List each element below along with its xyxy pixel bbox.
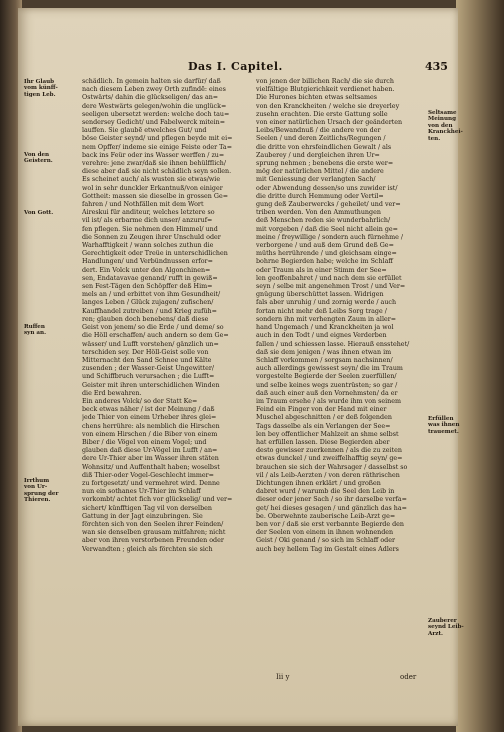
text-line: verehre: jene zwar/daß sie ihnen behülfflich/: [82, 160, 227, 168]
text-line: len bey offentlicher Mahlzeit an shme selbst: [256, 430, 399, 438]
text-line: be. Oberwehnte zauberische Leib-Arzt ge=: [256, 512, 396, 520]
text-line: die Erd bewahren.: [82, 389, 142, 397]
text-line: Kauffhandel zutreiben / und Krieg zufüh=: [82, 307, 217, 315]
text-line: Verwandten ; gleich als förchten sie sich: [82, 545, 213, 553]
text-line: meine / freywillige / sondern auch fürnehme /: [256, 233, 404, 241]
margin-note-call: Ruffen syn an.: [24, 324, 47, 337]
text-line: ren; glauben doch benebens/ daß diese: [82, 315, 209, 323]
text-line: zusehn erachten. Die erste Gattung solle: [256, 110, 388, 118]
text-line: daß auch einer auß den Vornehmsten/ da er: [256, 389, 398, 397]
text-line: deß Menschen reden sie wunderbahrlich/: [256, 217, 391, 225]
text-line: Dichtungen ihnen erklärt / und großen: [256, 479, 381, 487]
text-column-right: [256, 78, 426, 554]
text-line: seyn / selbe mit angenehmen Trost / und Ver=: [256, 283, 406, 291]
text-line: oder Traum als in einer Stimm der See=: [256, 266, 387, 274]
margin-note-illness: Seltsame Meinung von den Kranckhei- ten.: [428, 110, 463, 142]
text-line: von einer natürlichen Ursach der geänderten: [256, 119, 403, 127]
text-line: die dritte von ehrsfeindlichen Gewalt / als: [256, 143, 392, 151]
text-line: mit vorgeben / daß die Seel nicht allein ge=: [256, 225, 398, 233]
text-line: dere Ur-Thier aber im Wasser ihren stäten: [82, 455, 219, 463]
text-line: Feind ein Finger von der Hand mit einer: [256, 406, 387, 414]
text-line: fallen / und schiessen lasse. Hierauß ensstehet/: [256, 340, 410, 348]
text-line: mög der natürlichen Mittel / die andere: [256, 168, 384, 176]
text-line: gnügung überschüttet lassen. Widrigen: [256, 291, 384, 299]
text-line: Zauberey / und dergleichen ihren Ur=: [256, 151, 380, 159]
text-line: nach diesem Leben zwey Orth zufindẽ: eines: [82, 86, 226, 94]
text-line: aber von ihren verstorbenen Freunden oder: [82, 537, 224, 545]
text-line: sondern ihn mit verhengten Zaum in aller=: [256, 315, 397, 323]
text-line: vil ist/ als erbarme dich unser/ anzuruf=: [82, 217, 213, 225]
text-line: die Höll erschaffen/ auch andern so dem Ge=: [82, 332, 229, 340]
text-line: fen pflegen. Sie nehmen den Himmel/ und: [82, 225, 218, 233]
signature-mark: Iii y: [276, 673, 290, 681]
text-line: die Sonnen zu Zeugen ihrer Unschuld oder: [82, 233, 221, 241]
text-line: dieser oder jener Sach / so ihr darselbe verfa=: [256, 496, 407, 504]
text-line: auch bey hellem Tag im Gestalt eines Adlers: [256, 545, 399, 553]
text-line: böse Geister seynd/ und pflegen beyde mit ei=: [82, 135, 233, 143]
text-line: sprung nehmen ; benebens die erste wer=: [256, 160, 394, 168]
text-line: zu fortgesetzt/ und vermehret wird. Denne: [82, 479, 220, 487]
text-line: Ein anderes Volck/ so der Statt Ke=: [82, 397, 198, 405]
page-number: 435: [425, 60, 448, 73]
text-line: von jenen der billichen Rach/ die sie durch: [256, 78, 394, 85]
text-line: desto gewisser zuerkennen / als die zu zeiten: [256, 447, 402, 455]
text-line: und selbe keines wegs zuentrüsten; so gar /: [256, 381, 398, 389]
text-line: jede Thier von einem Urheber ihres glei=: [82, 414, 217, 422]
text-line: bohrne Begierden habe; welche im Schlaff: [256, 258, 393, 266]
margin-note-dreams: Erfüllen was ihnen trauemet.: [428, 416, 460, 435]
text-line: zusenden ; der Wasser-Geist Ungewitter/: [82, 365, 215, 373]
text-line: nem Opffer/ indeme sie einige Feiste oder Ta=: [82, 143, 233, 151]
text-line: fahren / und Nothfällen mit dem Wort: [82, 201, 204, 209]
text-line: Gottheit: massen sie dieselbe in grossen Ge=: [82, 192, 229, 200]
text-line: der Seelen von einem in ihnen wohnenden: [256, 529, 394, 537]
text-line: förchten sich von den Seelen ihrer Feinden/: [82, 520, 224, 528]
text-line: Muschel abgeschnitten / er deß folgenden: [256, 414, 392, 422]
text-line: auch in den Todt / und eignes Verderben: [256, 332, 387, 340]
text-line: sendersey Gedicht/ und Fabelwerck mitein=: [82, 119, 226, 127]
text-line: daß sie dem jenigen / was ihnen etwan im: [256, 348, 392, 356]
text-line: dert. Ein Volck unter den Algonchinen=: [82, 266, 211, 274]
catchword: oder: [400, 673, 417, 681]
text-line: die dritte durch Hemmung oder Vertil=: [256, 192, 384, 200]
text-line: get/ hei dieses gesagen / und gänzlich das ha=: [256, 504, 407, 512]
text-line: vorkombt/ achtet fich vor glückselig/ und ver=: [82, 496, 233, 504]
text-line: verborgene / und auß dem Grund deß Ge=: [256, 242, 394, 250]
margin-note-animals: Irrthum von Ur- sprung der Thieren.: [24, 478, 59, 504]
text-line: gung deß Zauberwercks / geheilet/ und ver=: [256, 201, 401, 209]
text-line: Ostwärts/ dahin die glückseligen/ das an=: [82, 94, 219, 102]
margin-note-belief: Ihr Glaub vom künff- tigen Leb.: [24, 79, 58, 98]
text-line: wol in sehr dunckler Erkantnuß/von einiger: [82, 184, 223, 192]
text-line: Leibs/Bewandnuß / die andere von der: [256, 127, 381, 135]
text-line: Biber / die Vögel von einem Vogel; und: [82, 438, 207, 446]
text-line: Es scheinet auch/ als wusten sie etwas/wie: [82, 176, 221, 184]
text-line: wan sie denselben grausam mitfahren; nicht: [82, 529, 226, 537]
text-line: schädlich. In gemein halten sie darfür/ daß: [82, 78, 221, 85]
text-line: Gerechtigkeit oder Treüe in unterschidlichen: [82, 250, 228, 258]
margin-note-gods: Von den Geistern.: [24, 152, 53, 165]
text-line: Schlaff vorkommen / sorgsam nachsinnen/: [256, 356, 393, 364]
text-line: dabret wurd / warumb die Seel den Leib in: [256, 488, 395, 496]
text-line: von einem Hirschen / die Biber von einem: [82, 430, 218, 438]
text-line: beck etwas näher / ist der Meinung / daß: [82, 406, 215, 414]
text-line: auch allerdings gewissest seyn/ die im Traum: [256, 365, 403, 373]
text-line: langes Leben / Glück zujagen/ zufischen/: [82, 299, 214, 307]
text-line: seeligen ubersetzt werden: welche doch tau=: [82, 110, 230, 118]
margin-note-god: Von Gott.: [24, 210, 54, 216]
text-line: sen, Endatavavae genand/ rufft in gewiß=: [82, 274, 218, 282]
text-line: triben werden. Von den Ammuthungen: [256, 209, 381, 217]
text-line: diese aber daß sie nicht schädlich seyn sollen.: [82, 168, 232, 176]
text-line: chens herrühre: als nemblich die Hirschen: [82, 422, 220, 430]
chapter-heading: Das I. Capitel.: [188, 60, 283, 73]
text-line: lauffen. Sie glaubẽ etwelches Gut/ und: [82, 127, 207, 135]
book-page: [18, 8, 464, 726]
text-line: diß Thier-oder Vogel-Geschlecht immer=: [82, 471, 214, 479]
text-line: Geist / Oki genand / so sich im Schlaff oder: [256, 537, 395, 545]
text-line: und Schiffbruch verursachen ; die Lufft=: [82, 373, 215, 381]
text-line: Aireskui für anditeur, welches letztere so: [82, 209, 215, 217]
text-line: müths herrührende / und gleichsam einge=: [256, 250, 397, 258]
text-line: von den Kranckheiten / welche sie dreyerley: [256, 102, 400, 110]
text-line: nun ein sothanes Ur-Thier im Schlaff: [82, 488, 201, 496]
text-line: Seelen / und deren Zeitlichs/Regungen /: [256, 135, 386, 143]
text-column-left: [82, 78, 252, 554]
text-line: sichert/ künfftigen Tag vil von derselben: [82, 504, 212, 512]
margin-note-sorcerers: Zauberer seynd Leib- Arzt.: [428, 618, 464, 637]
text-line: Die Hurones bichten etwas seltsames: [256, 94, 378, 102]
text-line: hat erfüllen lassen. Diese Begierden aber: [256, 438, 390, 446]
text-line: ben vor / daß sie erst verbannte Begierde den: [256, 520, 405, 528]
text-line: Geist von jenem/ so die Erde / und deme/ so: [82, 324, 224, 332]
text-line: wässer/ und Lufft vorstehen/ gänzlich un=: [82, 340, 219, 348]
text-line: Geister mit ihren unterschidlichen Winden: [82, 381, 220, 389]
text-line: dere Westwärts gelegen/wohin die unglück=: [82, 102, 227, 110]
text-line: terschiden sey. Der Höll-Geist solle von: [82, 348, 209, 356]
text-line: Warhafftigkeit / wann solches zuthun die: [82, 242, 214, 250]
text-line: mit Geniessung der verlangten Sach/: [256, 176, 376, 184]
text-line: len geoffenbahret / und nach dem sie erfüllet: [256, 274, 402, 282]
text-line: hand Ungemach / und Kranckheiten ja wol: [256, 324, 394, 332]
text-line: vielfältige Blutgierichkeit verdienet haben.: [256, 86, 395, 94]
text-line: vil / als Leib-Aerzten / von deren räthrischen: [256, 471, 400, 479]
text-line: fals aber unruhig / und zornig werde / auch: [256, 299, 397, 307]
text-line: oder Abwendung dessen/so uns zuwider ist/: [256, 184, 398, 192]
text-line: Wohnsitz/ und Auffenthalt haben; woselbst: [82, 463, 220, 471]
text-line: fortan nicht mehr deß Leibs Sorg trage /: [256, 307, 387, 315]
text-line: mels an / und erbittet von ihm Gesundheit/: [82, 291, 221, 299]
text-line: Mitternacht den Sand Schnee und Kälte: [82, 356, 212, 364]
text-line: Gattung in der Jagt einzubringen. Sie: [82, 512, 203, 520]
text-line: Tags dasselbe als ein Verlangen der See=: [256, 422, 391, 430]
text-line: Handlungen/ und Verbündnussen erfor=: [82, 258, 213, 266]
text-line: etwas dunckel / und zweiffelhafftig seyn/ ge=: [256, 455, 403, 463]
text-line: im Traum ersehe / als wurde ihm von seinem: [256, 397, 402, 405]
text-line: glauben daß diese Ur-Vögel im Lufft / an=: [82, 447, 218, 455]
text-line: sen Fest-Tägen den Schöpffer deß Him=: [82, 283, 213, 291]
text-line: brauchen sie sich der Wahrsager / dasselbst so: [256, 463, 408, 471]
text-line: vorgestelte Begierde der Seelen zuerfüllen/: [256, 373, 397, 381]
text-line: back ins Feür oder ins Wasser werffen / zu=: [82, 151, 225, 159]
